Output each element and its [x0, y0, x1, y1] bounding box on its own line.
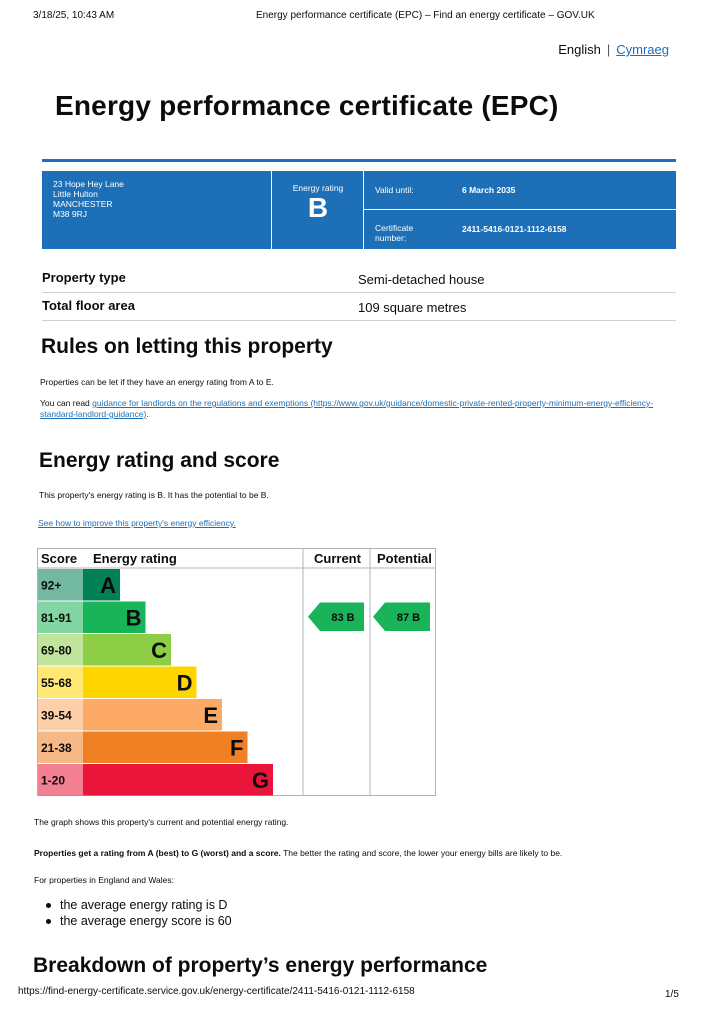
england-wales-intro: For properties in England and Wales:	[34, 875, 175, 885]
graph-caption: The graph shows this property's current and potential energy rating.	[34, 817, 289, 827]
valid-until-row	[364, 171, 676, 210]
valid-until-label: Valid until:	[375, 185, 414, 195]
property-type-value: Semi-detached house	[358, 272, 485, 287]
guidance-suffix: .	[146, 409, 149, 419]
chart-header: Energy rating	[93, 551, 177, 566]
rating-letter-label: F	[230, 735, 244, 761]
summary-rating	[273, 171, 364, 249]
valid-until-value: 6 March 2035	[462, 185, 516, 195]
current-rating-label: 83 B	[331, 611, 355, 624]
score-range-label: 21-38	[41, 740, 72, 755]
rating-letter-label: C	[151, 637, 167, 663]
score-range-label: 39-54	[41, 708, 72, 723]
landlord-guidance-link[interactable]: guidance for landlords on the regulations and exemptions (https://www.gov.uk/guidance/domestic-private-rented-property-minimum-energy-efficiency-standard-landlord-guidance)	[40, 398, 654, 419]
rating-letter-label: G	[251, 767, 269, 793]
property-type-label: Property type	[42, 270, 126, 285]
certificate-number-value: 2411-5416-0121-1112-6158	[462, 224, 567, 234]
chart-header: Score	[41, 551, 78, 566]
score-range-label: 69-80	[41, 643, 72, 658]
rating-bar-e	[83, 699, 222, 731]
rules-heading: Rules on letting this property	[41, 335, 333, 358]
list-item	[46, 913, 232, 929]
rules-guidance-paragraph	[40, 398, 660, 420]
potential-rating-label: 87 B	[396, 611, 421, 624]
print-datetime: 3/18/25, 10:43 AM	[33, 10, 115, 21]
improve-efficiency-link[interactable]: See how to improve this property's energy efficiency.	[38, 518, 236, 528]
breakdown-heading: Breakdown of property’s energy performance	[33, 954, 488, 977]
address-line: MANCHESTER	[53, 199, 113, 209]
bullet-icon	[46, 919, 51, 924]
language-switcher	[558, 42, 669, 57]
average-rating-text: the average energy rating is D	[60, 898, 228, 912]
floor-area-row	[42, 294, 676, 321]
chart-header: Current	[314, 551, 361, 566]
address-line: M38 9RJ	[53, 209, 88, 219]
certificate-number-row	[364, 210, 676, 249]
averages-list	[46, 897, 232, 929]
title-divider	[42, 159, 676, 162]
property-address	[42, 171, 272, 249]
score-range-label: 92+	[41, 578, 62, 593]
address-line: Little Hulton	[53, 189, 98, 199]
energy-rating-sentence: This property's energy rating is B. It has the potential to be B.	[39, 490, 269, 500]
certificate-number-label: Certificate number:	[375, 223, 414, 243]
rating-explanation	[34, 848, 562, 859]
score-range-label: 81-91	[41, 610, 72, 625]
floor-area-value: 109 square metres	[358, 300, 467, 315]
rating-label: Energy rating	[292, 183, 344, 193]
energy-rating-heading: Energy rating and score	[39, 449, 280, 472]
rating-letter-label: E	[203, 702, 218, 728]
language-separator: |	[606, 42, 611, 57]
language-current: English	[558, 42, 601, 57]
print-header	[0, 10, 724, 24]
rating-letter: B	[307, 192, 329, 223]
rating-bar-f	[83, 732, 248, 764]
rating-explanation-rest: The better the rating and score, the lower your energy bills are likely to be.	[280, 848, 563, 858]
print-page-title: Energy performance certificate (EPC) – Find an energy certificate – GOV.UK	[256, 10, 595, 21]
print-page-number: 1/5	[665, 989, 679, 1000]
rules-paragraph: Properties can be let if they have an energy rating from A to E.	[40, 377, 274, 387]
rating-letter-label: B	[125, 605, 142, 631]
list-item	[46, 897, 232, 913]
address-line: 23 Hope Hey Lane	[53, 179, 124, 189]
average-score-text: the average energy score is 60	[60, 914, 232, 928]
guidance-prefix: You can read	[40, 398, 93, 408]
rating-letter-label: A	[100, 572, 116, 598]
epc-summary-box	[42, 171, 676, 249]
score-range-label: 55-68	[41, 675, 72, 690]
chart-header: Potential	[377, 551, 432, 566]
score-range-label: 1-20	[41, 773, 66, 788]
language-link-cymraeg[interactable]: Cymraeg	[616, 42, 669, 57]
energy-rating-graph	[37, 548, 436, 796]
floor-area-label: Total floor area	[42, 298, 135, 313]
energy-rating-chart	[37, 548, 436, 796]
rating-bar-g	[83, 764, 273, 796]
page-title: Energy performance certificate (EPC)	[55, 90, 559, 121]
property-type-row	[42, 266, 676, 293]
bullet-icon	[46, 903, 51, 908]
rating-explanation-bold: Properties get a rating from A (best) to G (worst) and a score.	[34, 848, 281, 858]
print-url: https://find-energy-certificate.service.gov.uk/energy-certificate/2411-5416-0121-1112-6158	[18, 986, 415, 997]
rating-letter-label: D	[176, 670, 193, 696]
